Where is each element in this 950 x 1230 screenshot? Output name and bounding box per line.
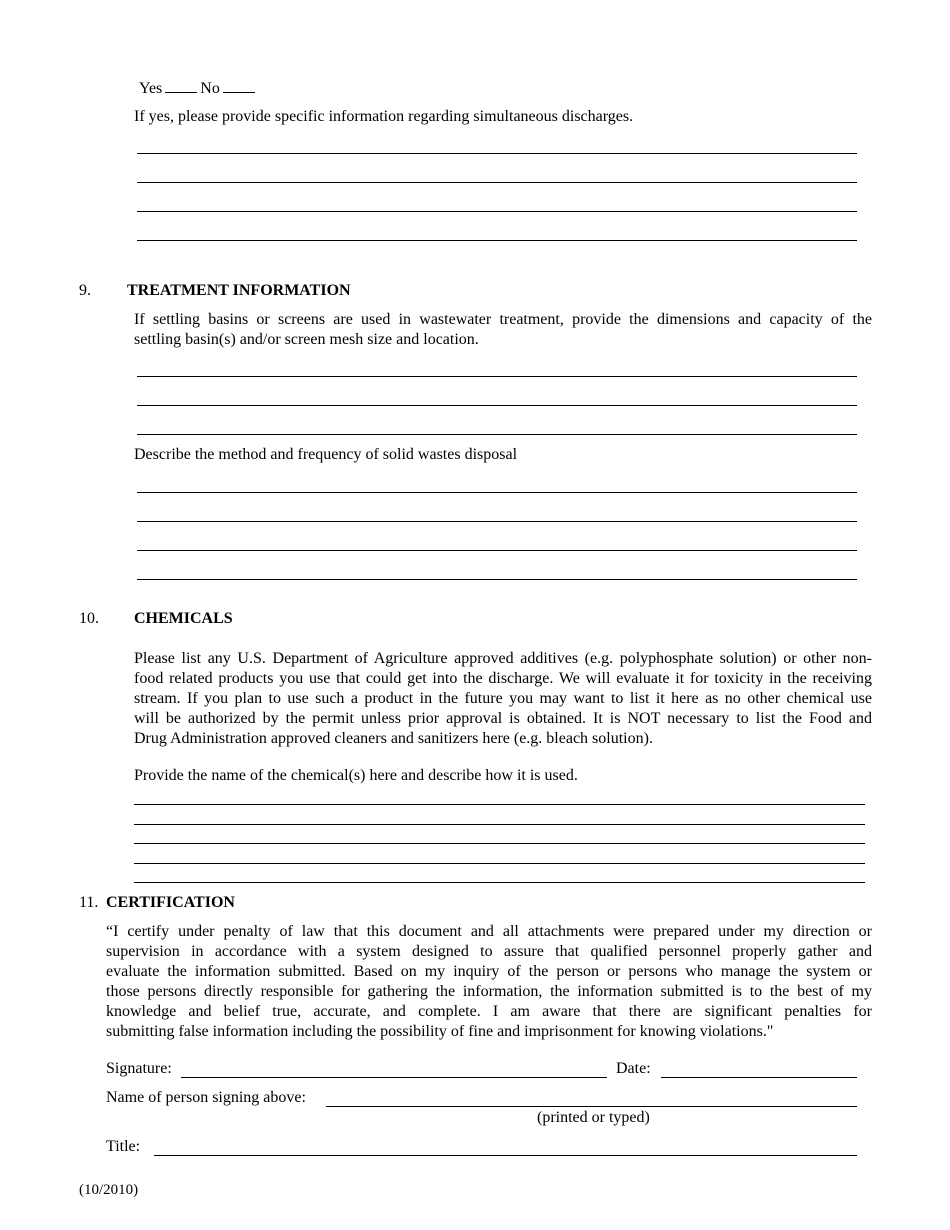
signature-label: Signature: <box>106 1060 172 1077</box>
treatment-instructions <box>134 310 872 350</box>
text-line: Please list any U.S. Department of Agriculture approved additives (e.g. polyphosphate solution) or other non- <box>134 650 872 667</box>
section-number: 10. <box>79 610 99 627</box>
no-blank[interactable] <box>223 78 255 93</box>
text-line: food related products you use that could get into the discharge. We will evaluate it for toxicity in the receiving <box>134 670 872 687</box>
yes-blank[interactable] <box>165 78 197 93</box>
yes-no-row <box>139 78 258 99</box>
solid-waste-line[interactable] <box>137 521 857 522</box>
name-field[interactable] <box>326 1106 857 1107</box>
treatment-line[interactable] <box>137 434 857 435</box>
text-line: evaluate the information submitted. Based on my inquiry of the person or persons who manage the system or <box>106 963 872 980</box>
section-number: 9. <box>79 282 91 299</box>
date-label: Date: <box>616 1060 651 1077</box>
text-line: If settling basins or screens are used in wastewater treatment, provide the dimensions and capacity of the <box>134 311 872 328</box>
text-line: Drug Administration approved cleaners and sanitizers here (e.g. bleach solution). <box>134 730 653 747</box>
chemical-line[interactable] <box>134 843 865 844</box>
solid-waste-line[interactable] <box>137 550 857 551</box>
revision-date: (10/2010) <box>79 1182 139 1198</box>
solid-waste-line[interactable] <box>137 492 857 493</box>
title-label: Title: <box>106 1138 141 1155</box>
signature-field[interactable] <box>181 1077 607 1078</box>
chemical-prompt: Provide the name of the chemical(s) here and describe how it is used. <box>134 767 578 784</box>
section-number: 11. <box>79 894 99 911</box>
discharge-line[interactable] <box>137 240 857 241</box>
text-line: “I certify under penalty of law that this document and all attachments were prepared under my direction or <box>106 923 872 940</box>
text-line: settling basin(s) and/or screen mesh size and location. <box>134 331 479 348</box>
name-label: Name of person signing above: <box>106 1089 306 1106</box>
discharge-prompt: If yes, please provide specific information regarding simultaneous discharges. <box>134 108 634 125</box>
text-line: those persons directly responsible for gathering the information, the information submitted is to the best of my <box>106 983 872 1000</box>
yes-label: Yes <box>139 80 163 97</box>
text-line: supervision in accordance with a system designed to assure that qualified personnel properly gather and <box>106 943 872 960</box>
no-label: No <box>200 80 220 97</box>
chemical-line[interactable] <box>134 824 865 825</box>
text-line: stream. If you plan to use such a product in the future you may want to list it here as no other chemical use <box>134 690 872 707</box>
chemical-line[interactable] <box>134 863 865 864</box>
discharge-line[interactable] <box>137 211 857 212</box>
treatment-line[interactable] <box>137 405 857 406</box>
certification-statement <box>106 922 872 1042</box>
treatment-line[interactable] <box>137 376 857 377</box>
date-field[interactable] <box>661 1077 857 1078</box>
chemical-line[interactable] <box>134 804 865 805</box>
text-line: will be authorized by the permit unless prior approval is obtained. It is NOT necessary to list the Food and <box>134 710 872 727</box>
section-title: TREATMENT INFORMATION <box>127 282 351 299</box>
solid-waste-line[interactable] <box>137 579 857 580</box>
title-field[interactable] <box>154 1155 857 1156</box>
discharge-line[interactable] <box>137 153 857 154</box>
text-line: knowledge and belief true, accurate, and complete. I am aware that there are significant penalties for <box>106 1003 872 1020</box>
printed-note: (printed or typed) <box>537 1109 650 1126</box>
text-line: submitting false information including the possibility of fine and imprisonment for knowing violations." <box>106 1023 774 1040</box>
chemical-line[interactable] <box>134 882 865 883</box>
chemicals-instructions <box>134 649 872 749</box>
solid-waste-prompt: Describe the method and frequency of solid wastes disposal <box>134 446 518 463</box>
section-title: CERTIFICATION <box>106 894 235 911</box>
discharge-line[interactable] <box>137 182 857 183</box>
section-title: CHEMICALS <box>134 610 233 627</box>
